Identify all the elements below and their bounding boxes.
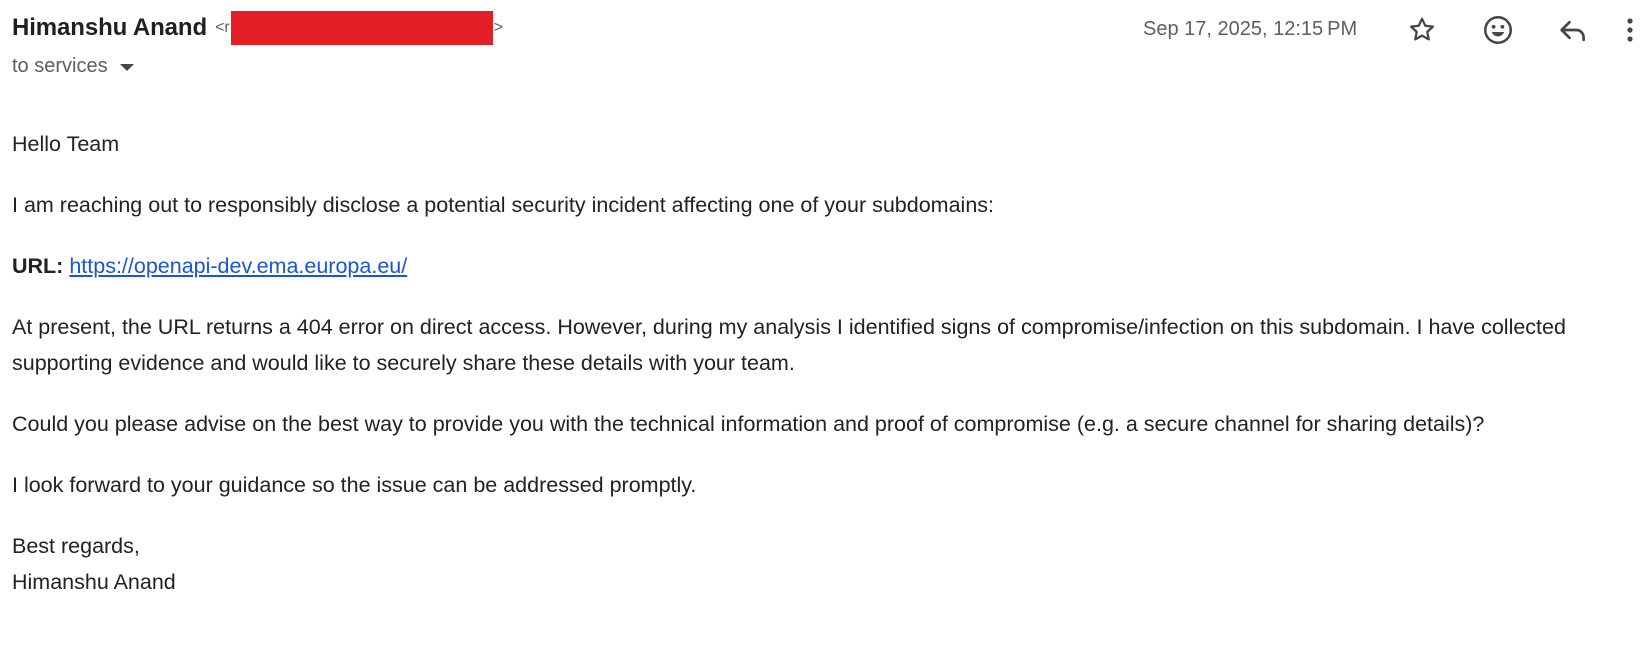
url-label: URL:	[12, 254, 64, 278]
email-header	[0, 0, 1650, 90]
email-body	[12, 126, 1632, 600]
intro-text: I am reaching out to responsibly disclose a potential security incident affecting one of your subdomains:	[12, 193, 994, 217]
sender-email-open-bracket: <	[215, 19, 225, 36]
more-options-button[interactable]	[1624, 8, 1650, 52]
recipient-details-toggle[interactable]	[12, 54, 134, 78]
star-button[interactable]	[1400, 8, 1444, 52]
smiley-face-icon	[1481, 13, 1515, 47]
add-reaction-button[interactable]	[1476, 8, 1520, 52]
redaction-block	[231, 11, 493, 45]
url-line	[12, 248, 1632, 284]
sender-email[interactable]	[215, 11, 503, 45]
sender-email-fragment: r	[224, 19, 230, 36]
greeting-text: Hello Team	[12, 132, 120, 156]
email-date: Sep 17, 2025, 12:15 PM	[1143, 18, 1358, 40]
sender-email-close-bracket: >	[493, 19, 504, 36]
signature-text: Himanshu Anand	[12, 570, 176, 594]
sender-line	[12, 12, 503, 44]
reply-button[interactable]	[1551, 8, 1595, 52]
caret-down-icon	[120, 64, 134, 71]
paragraph-status: At present, the URL returns a 404 error on direct access. However, during my analysis I identified signs of compromise/infection on this subdomain. I have collected supporting evidence and would like to securely share these details with your team.	[12, 315, 1566, 375]
recipient-label: to services	[12, 54, 108, 77]
sender-name[interactable]: Himanshu Anand	[12, 14, 208, 41]
paragraph-closing-note: I look forward to your guidance so the issue can be addressed promptly.	[12, 473, 697, 497]
paragraph-request: Could you please advise on the best way to provide you with the technical information and proof of compromise (e.g. a secure channel for sharing details)?	[12, 412, 1485, 436]
closing-text: Best regards,	[12, 534, 140, 558]
reply-icon	[1556, 13, 1590, 47]
vertical-dots-icon	[1624, 14, 1644, 46]
disclosed-url-link[interactable]: https://openapi-dev.ema.europa.eu/	[69, 254, 408, 278]
star-icon	[1406, 14, 1438, 46]
